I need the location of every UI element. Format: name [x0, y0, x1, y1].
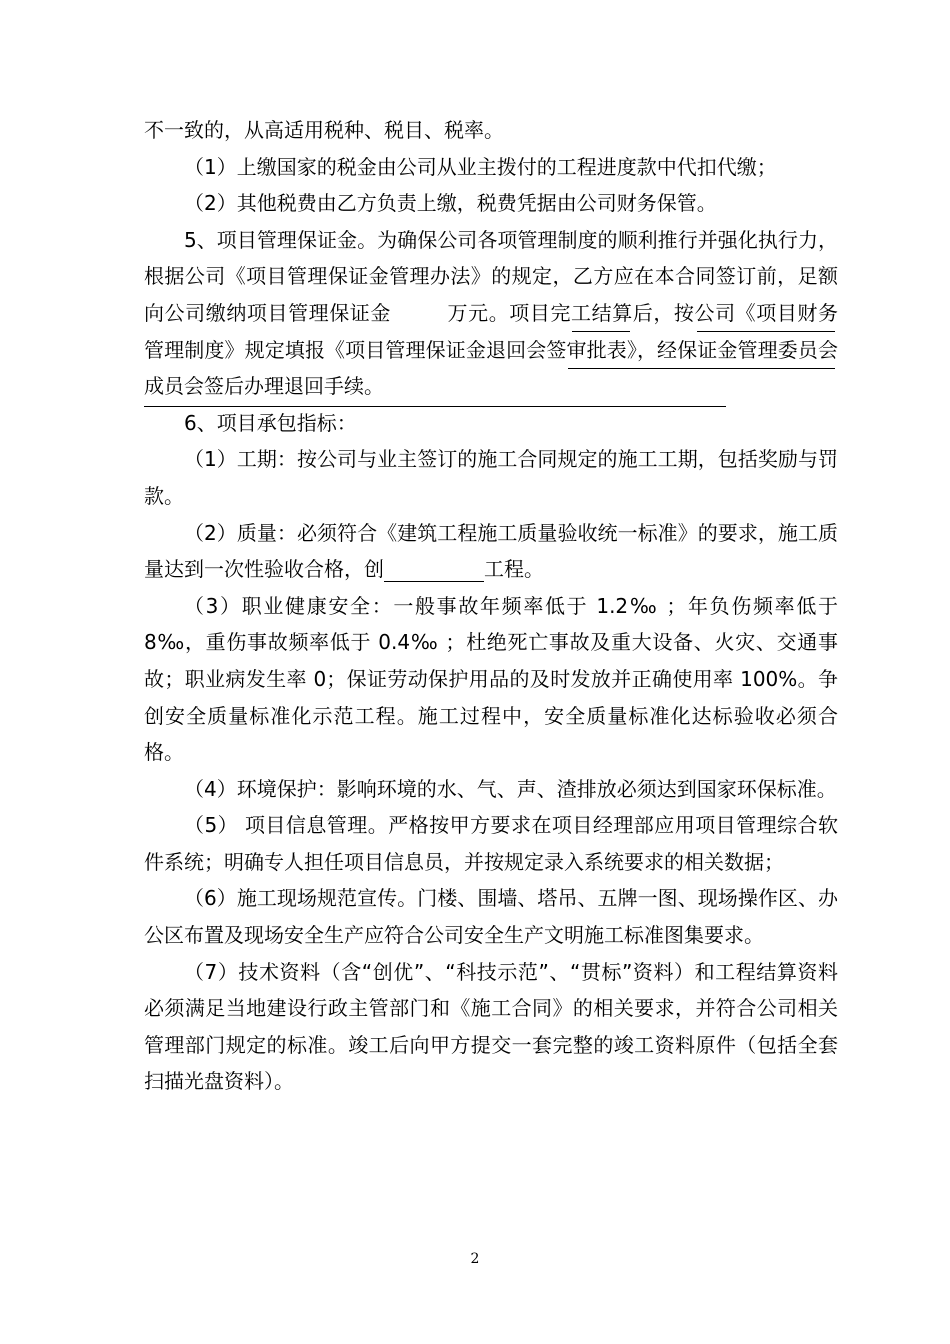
underline-rule [697, 331, 835, 332]
paragraph-technical-docs: （7）技术资料（含“创优”、“科技示范”、“贯标”资料）和工程结算资料必须满足当地建设行政主管部门和《施工合同》的相关要求，并符合公司相关管理部门规定的标准。竣工后向甲方提交一套完整的竣工资料原件（包括全套扫描光盘资料）。 [144, 959, 838, 1094]
paragraph-tax-item-2: （2）其他税费由乙方负责上缴，税费凭据由公司财务保管。 [184, 191, 717, 216]
paragraph-targets-heading: 6、项目承包指标： [184, 410, 357, 435]
deposit-text-b: 万元。项目完工结算后，按公司《项目财务管理制度》规定填报《项目管理保证金退回会签审批表》，经保证金管理委员会成员会签后办理退回手续。 [144, 300, 839, 399]
underline-rule [144, 406, 726, 407]
quality-award-blank [384, 553, 484, 582]
page-number: 2 [470, 1251, 480, 1267]
paragraph-environment: （4）环境保护：影响环境的水、气、声、渣排放必须达到国家环保标准。 [184, 776, 837, 801]
paragraph-schedule: （1）工期：按公司与业主签订的施工合同规定的施工工期，包括奖励与罚款。 [144, 447, 838, 508]
paragraph-quality [144, 515, 838, 588]
paragraph-safety: （3）职业健康安全：一般事故年频率低于 1.2‰ ；年负伤频率低于 8‰，重伤事故频率低于 0.4‰ ；杜绝死亡事故及重大设备、火灾、交通事故；职业病发生率 0；保证劳动保护用品的及时发放并正确使用率 100%。争创安全质量标准化示范工程。施工过程中，安全质量标准化达标验收必须合格。 [144, 593, 838, 765]
quality-text-b: 工程。 [484, 557, 544, 582]
underline-rule [568, 368, 835, 369]
paragraph-info-management: （5） 项目信息管理。严格按甲方要求在项目经理部应用项目管理综合软件系统；明确专人担任项目信息员，并按规定录入系统要求的相关数据； [144, 813, 838, 874]
paragraph-deposit [144, 222, 838, 405]
document-body [144, 112, 838, 1100]
paragraph-tax-continuation: 不一致的，从高适用税种、税目、税率。 [144, 118, 504, 142]
paragraph-tax-item-1: （1）上缴国家的税金由公司从业主拨付的工程进度款中代扣代缴； [184, 154, 777, 179]
paragraph-site-publicity: （6）施工现场规范宣传。门楼、围墙、塔吊、五牌一图、现场操作区、办公区布置及现场安全生产应符合公司安全生产文明施工标准图集要求。 [144, 886, 838, 948]
quality-text-a: （2）质量：必须符合《建筑工程施工质量验收统一标准》的要求，施工质量达到一次性验收合格，创 [144, 520, 838, 582]
underline-rule [572, 331, 630, 332]
deposit-text-a: 5、项目管理保证金。为确保公司各项管理制度的顺利推行并强化执行力，根据公司《项目管理保证金管理办法》的规定，乙方应在本合同签订前，足额向公司缴纳项目管理保证金 [144, 227, 838, 325]
